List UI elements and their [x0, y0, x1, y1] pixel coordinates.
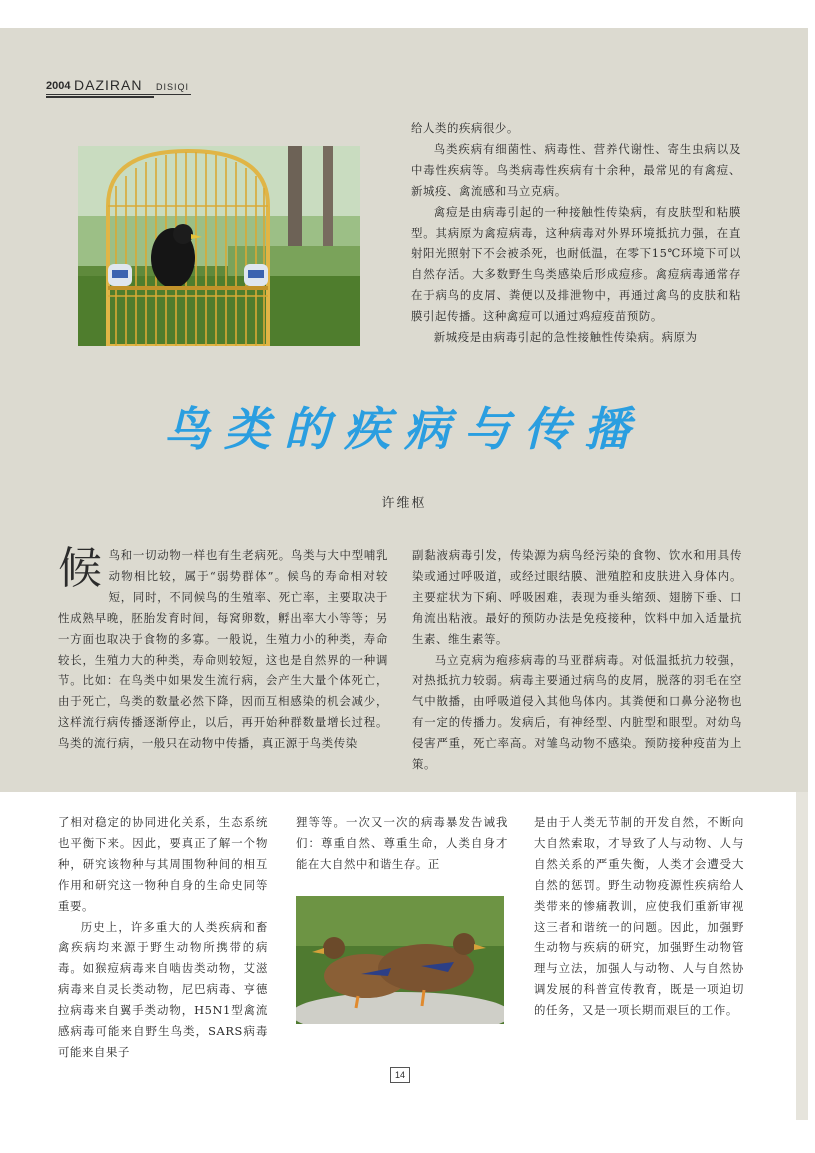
ducks-image	[296, 896, 504, 1024]
paragraph: 狸等等。一次又一次的病毒暴发告诫我们：尊重自然、尊重生命，人类自身才能在大自然中和谐生存。正	[296, 815, 508, 871]
drop-cap: 候	[58, 543, 103, 594]
lower-column-1	[58, 812, 268, 1063]
right-text-column	[412, 545, 742, 775]
article-title: 鸟类的疾病与传播	[164, 402, 644, 456]
paragraph: 了相对稳定的协同进化关系，生态系统也平衡下来。因此，要真正了解一个物种，研究该物种与其周围物种间的相互作用和研究这一物种自身的生命史同等重要。	[58, 815, 268, 913]
lower-column-3	[534, 812, 744, 1021]
header-rule-thick	[46, 96, 154, 98]
paragraph: 新城疫是由病毒引起的急性接触性传染病。病原为	[433, 330, 698, 345]
top-text-column	[411, 118, 741, 348]
bird-cage-image	[78, 146, 360, 346]
header-magazine-name: DAZIRAN	[74, 77, 143, 93]
paragraph: 鸟类疾病有细菌性、病毒性、营养代谢性、寄生虫病以及中毒性疾病等。鸟类病毒性疾病有十余种，最常见的有禽痘、新城疫、禽流感和马立克病。	[411, 141, 741, 198]
paragraph: 副黏液病毒引发，传染源为病鸟经污染的食物、饮水和用具传染或通过呼吸道，或经过眼结膜、泄殖腔和皮肤进入身体内。主要症状为下痢、呼吸困难，表现为垂头缩颈、翅膀下垂、口角流出粘液。最好的预防办法是免疫接种，饮料中加入适量抗生素、维生素等。	[412, 548, 742, 646]
article-author: 许维枢	[381, 496, 427, 511]
paragraph: 给人类的疾病很少。	[411, 121, 519, 135]
page-number: 14	[390, 1067, 410, 1083]
header-year: 2004	[46, 80, 71, 92]
paragraph: 鸟和一切动物一样也有生老病死。鸟类与大中型哺乳动物相比较，属于“弱势群体”。候鸟的寿命相对较短，同时，不同候鸟的生殖率、死亡率，主要取决于性成熟早晚，胚胎发育时间，每窝卵数，孵出率大小等等；另一方面也取决于食物的多寡。一般说，生殖力小的种类，寿命较长，生殖力大的种类，寿命则较短，这也是自然界的一种调节。比如：在鸟类中如果发生流行病，会产生大量个体死亡，由于死亡，鸟类的数量必然下降，因而互相感染的机会减少，这样流行病传播逐渐停止，以后，再开始种群数量增长过程。鸟类的流行病，一般只在动物中传播，真正源于鸟类传染	[58, 548, 388, 751]
header-rule	[46, 94, 191, 95]
paragraph: 马立克病为疱疹病毒的马亚群病毒。对低温抵抗力较强，对热抵抗力较弱。病毒主要通过病鸟的皮屑，脱落的羽毛在空气中散播，由呼吸道侵入其他鸟体内。其粪便和口鼻分泌物也有一定的传播力。发病后，有神经型、内脏型和眼型。对幼鸟侵害严重，死亡率高。对雏鸟动物不感染。预防接种疫苗为上策。	[412, 652, 742, 772]
paragraph: 是由于人类无节制的开发自然，不断向大自然索取，才导致了人与动物、人与自然关系的严重失衡，人类才会遭受大自然的惩罚。野生动物疫源性疾病给人类带来的惨痛教训，应使我们重新审视这三者和谐统一的问题。因此，加强野生动物与疾病的研究，加强野生动物管理与立法，加强人与动物、人与自然协调发展的科普宣传教育，既是一项迫切的任务，又是一项长期而艰巨的工作。	[534, 815, 744, 1018]
ducks-photo	[296, 896, 504, 1024]
paragraph: 历史上，许多重大的人类疾病和畜禽疾病均来源于野生动物所携带的病毒。如猴痘病毒来自啮齿类动物，艾滋病毒来自灵长类动物，尼巴病毒、亨德拉病毒来自翼手类动物，H5N1型禽流感病毒可能来自野生鸟类，SARS病毒可能来自果子	[58, 919, 268, 1059]
left-text-column	[58, 545, 388, 754]
page-edge-strip	[796, 792, 808, 1120]
bird-cage-photo	[78, 146, 360, 346]
lower-column-2	[296, 812, 508, 875]
header-suffix: DISIQI	[156, 82, 190, 92]
paragraph: 禽痘是由病毒引起的一种接触性传染病，有皮肤型和粘膜型。其病原为禽痘病毒，这种病毒对外界环境抵抗力强，在直射阳光照射下不会被杀死，也耐低温，在零下15℃环境下可以自然存活。大多数野生鸟类感染后形成痘疹。禽痘病毒通常存在于病鸟的皮屑、粪便以及排泄物中，再通过禽鸟的皮肤和粘膜引起传播。这种禽痘可以通过鸡痘疫苗预防。	[411, 204, 741, 324]
